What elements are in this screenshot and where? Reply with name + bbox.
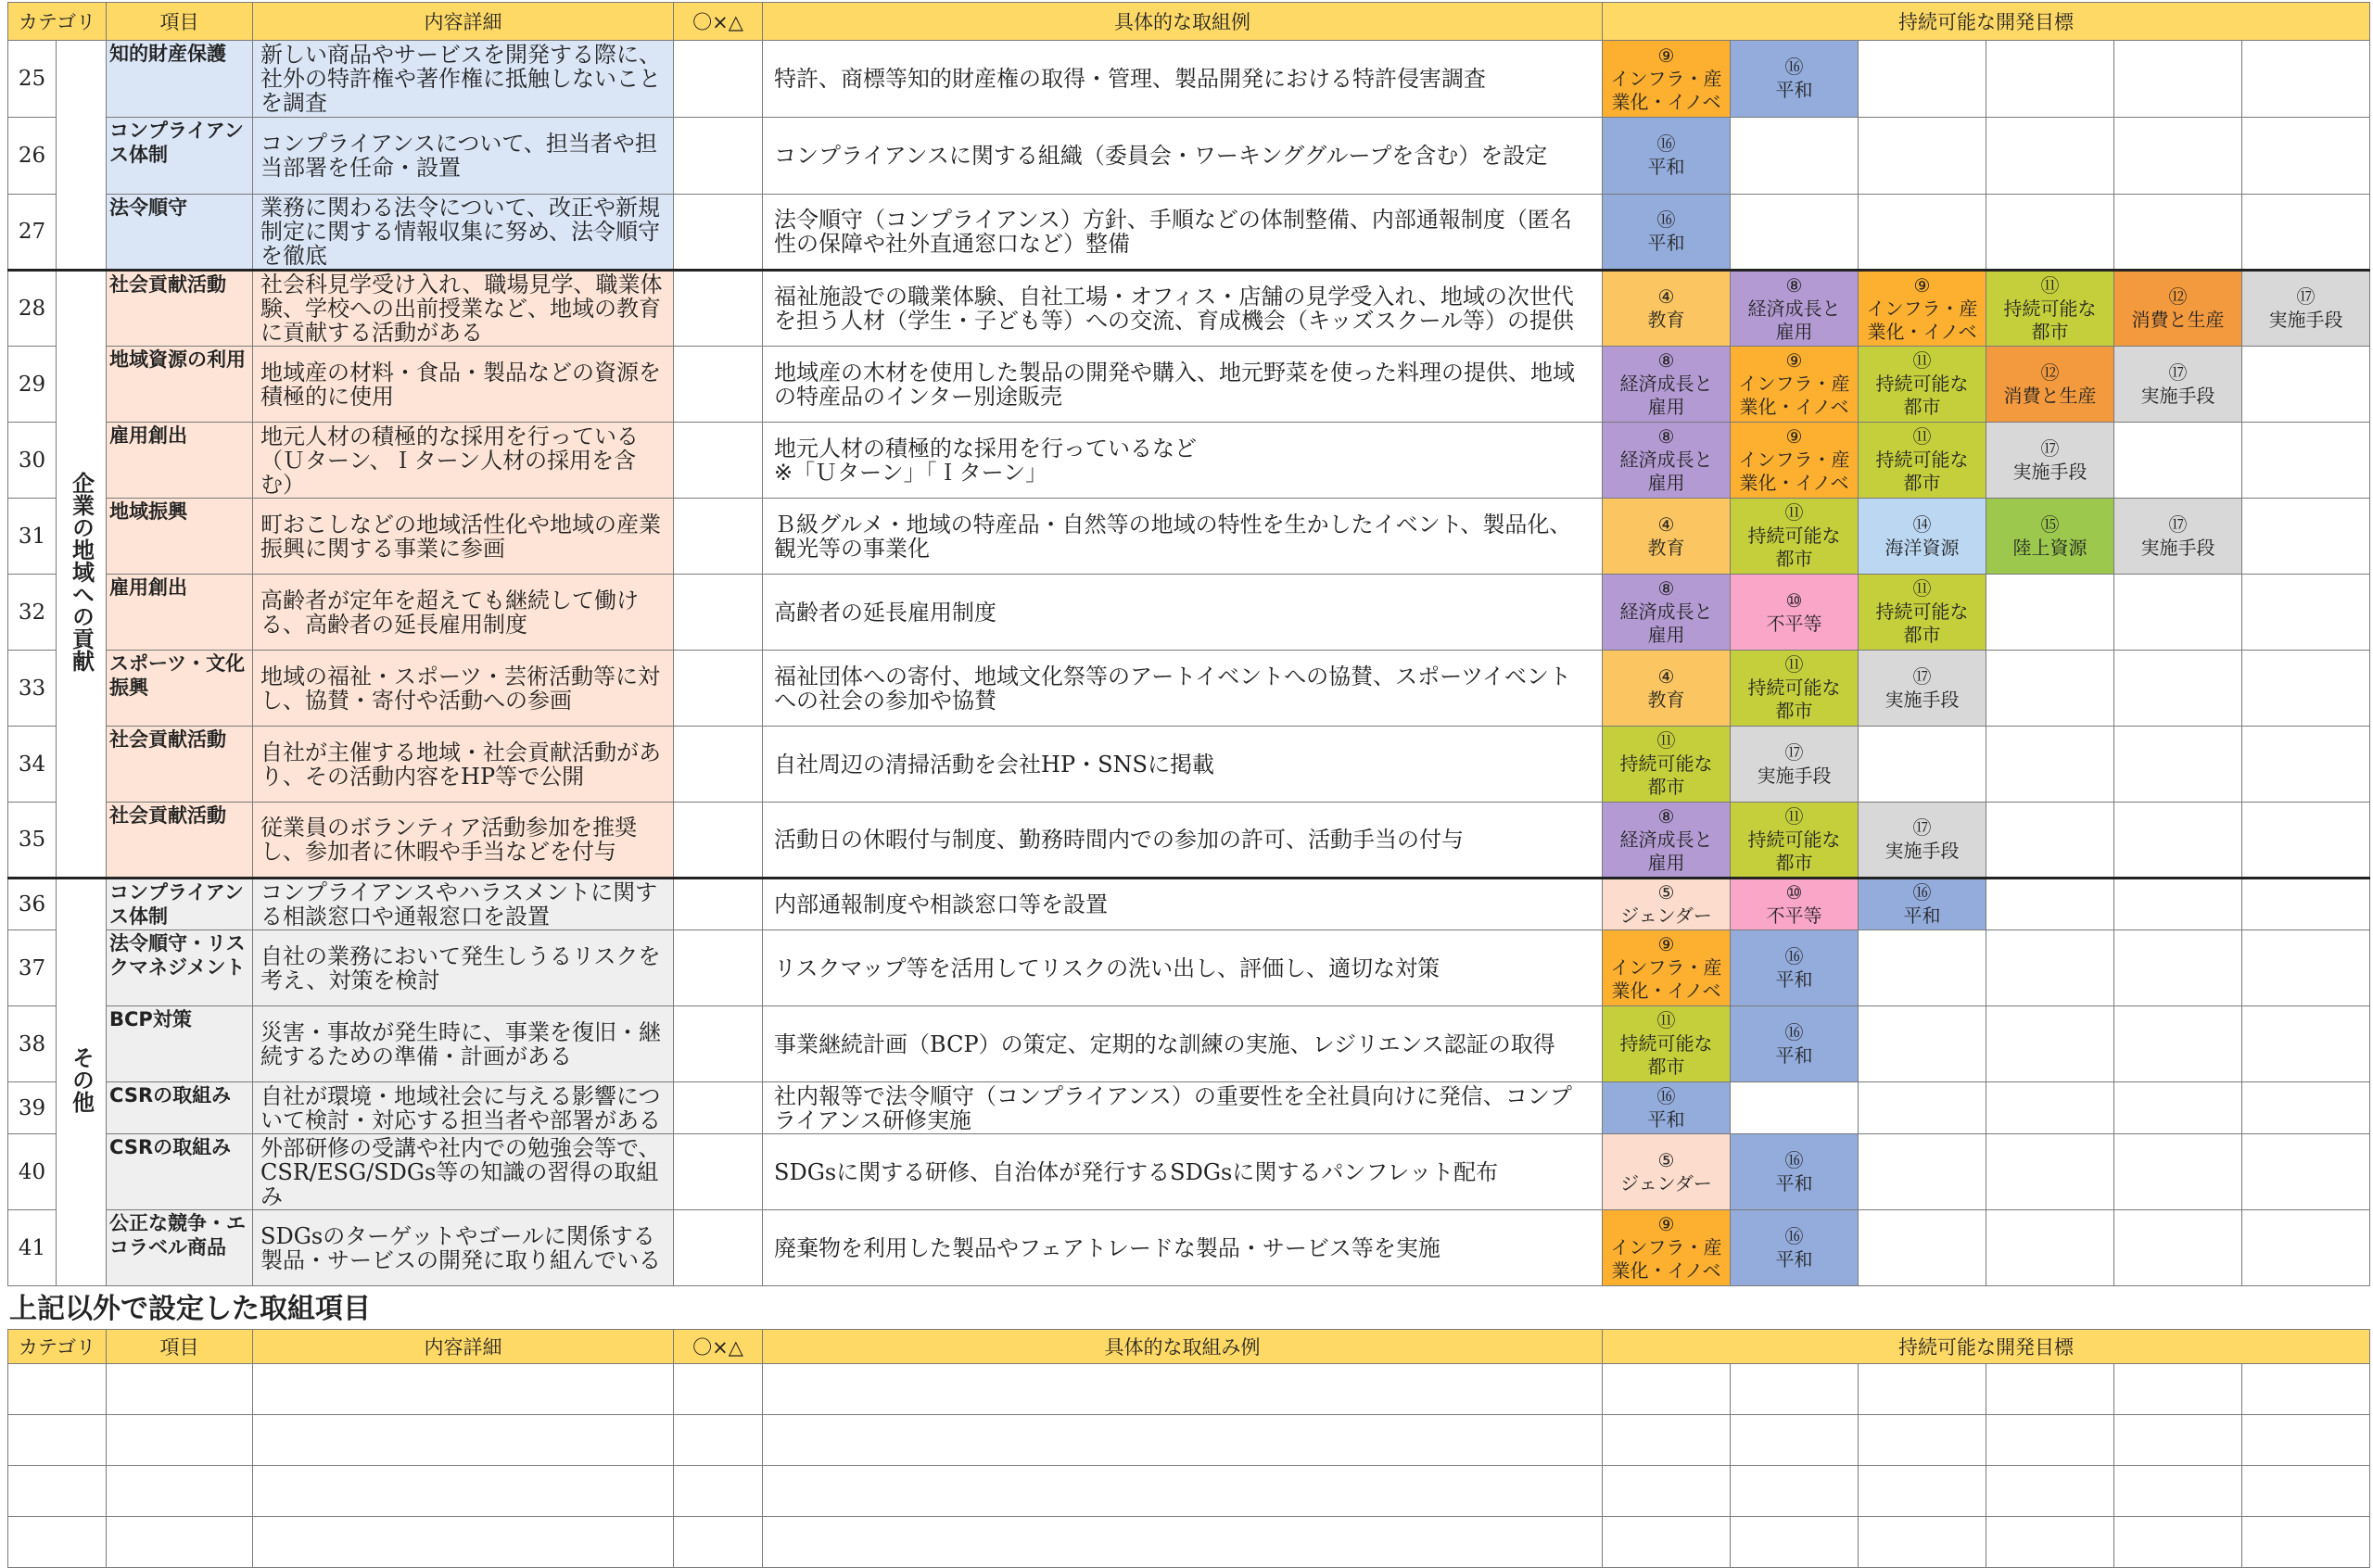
sdg-cell [2242, 803, 2370, 879]
detail-text: 地元人材の積極的な採用を行っている（Ｕターン、Ｉターン人材の採用を含む） [253, 423, 674, 499]
sdg-cell [2114, 803, 2242, 879]
mark-input-cell[interactable] [674, 803, 763, 879]
sdg-cell [2114, 575, 2242, 651]
detail-text: 新しい商品やサービスを開発する際に、社外の特許権や著作権に抵触しないことを調査 [253, 41, 674, 118]
empty-input-cell[interactable] [1731, 1466, 1859, 1517]
mark-input-cell[interactable] [674, 930, 763, 1006]
sdg-cell [2242, 1006, 2370, 1082]
sdg-goal-badge: ⑨ インフラ・産 業化・イノベ [1603, 41, 1731, 118]
empty-input-cell[interactable] [2114, 1466, 2242, 1517]
sdg-cell [1986, 930, 2114, 1006]
table-row [8, 575, 2370, 651]
sdg-goal-badge: ④ 教育 [1603, 651, 1731, 727]
example-text: 廃棄物を利用した製品やフェアトレードな製品・サービス等を実施 [763, 1210, 1603, 1286]
sdg-cell [2242, 651, 2370, 727]
mark-input-cell[interactable] [674, 41, 763, 118]
example-text: 特許、商標等知的財産権の取得・管理、製品開発における特許侵害調査 [763, 41, 1603, 118]
empty-input-cell[interactable] [253, 1364, 674, 1415]
row-number: 30 [8, 423, 57, 499]
mark-input-cell[interactable] [674, 499, 763, 575]
item-name: 雇用創出 [107, 423, 253, 499]
sdg-cell [2114, 118, 2242, 195]
sdg-goal-badge: ④ 教育 [1603, 271, 1731, 347]
detail-text: 従業員のボランティア活動参加を推奨し、参加者に休暇や手当などを付与 [253, 803, 674, 879]
item-name: 知的財産保護 [107, 41, 253, 118]
table-row [8, 195, 2370, 271]
empty-input-cell[interactable] [2114, 1364, 2242, 1415]
table-row [8, 1210, 2370, 1286]
mark-input-cell[interactable] [674, 347, 763, 423]
example-text: 社内報等で法令順守（コンプライアンス）の重要性を全社員向けに発信、コンプライアンス研修実施 [763, 1082, 1603, 1134]
item-name: 地域資源の利用 [107, 347, 253, 423]
sdg-goal-badge: ⑪ 持続可能な 都市 [1859, 575, 1986, 651]
detail-text: 町おこしなどの地域活性化や地域の産業振興に関する事業に参画 [253, 499, 674, 575]
sdg-cell [2114, 651, 2242, 727]
item-name: 地域振興 [107, 499, 253, 575]
empty-input-cell[interactable] [1859, 1364, 1986, 1415]
category-cell-other [57, 879, 107, 1286]
sdg-cell [1986, 118, 2114, 195]
mark-input-cell[interactable] [674, 879, 763, 930]
row-number: 31 [8, 499, 57, 575]
extra-table [7, 1329, 2370, 1568]
sdg-goal-badge: ⑪ 持続可能な 都市 [1731, 499, 1859, 575]
sdg-cell [2242, 347, 2370, 423]
empty-input-cell[interactable] [1859, 1466, 1986, 1517]
empty-input-cell[interactable] [1859, 1415, 1986, 1466]
sdg-cell [1859, 930, 1986, 1006]
sdg-cell [2242, 423, 2370, 499]
detail-text: 自社が環境・地域社会に与える影響について検討・対応する担当者や部署がある [253, 1082, 674, 1134]
sdg-goal-badge: ⑯ 平和 [1731, 1006, 1859, 1082]
empty-input-cell[interactable] [1986, 1466, 2114, 1517]
sdg-cell [1731, 195, 1859, 271]
example-text: 地元人材の積極的な採用を行っているなど ※「Ｕターン」「Ｉターン」 [763, 423, 1603, 499]
table-row [8, 1082, 2370, 1134]
empty-input-cell[interactable] [2242, 1466, 2370, 1517]
row-number: 35 [8, 803, 57, 879]
detail-text: 災害・事故が発生時に、事業を復旧・継続するための準備・計画がある [253, 1006, 674, 1082]
sdg-goal-badge: ⑨ インフラ・産 業化・イノベ [1731, 423, 1859, 499]
row-number: 34 [8, 727, 57, 803]
mark-input-cell[interactable] [674, 195, 763, 271]
sdg-goal-badge: ⑯ 平和 [1859, 879, 1986, 930]
sdg-cell [1859, 41, 1986, 118]
sdg-cell [1731, 118, 1859, 195]
sdg-cell [2242, 499, 2370, 575]
table-row [8, 1134, 2370, 1210]
empty-input-cell[interactable] [107, 1415, 253, 1466]
table-row [8, 930, 2370, 1006]
example-text: 事業継続計画（BCP）の策定、定期的な訓練の実施、レジリエンス認証の取得 [763, 1006, 1603, 1082]
example-text: 法令順守（コンプライアンス）方針、手順などの体制整備、内部通報制度（匿名性の保障や社外直通窓口など）整備 [763, 195, 1603, 271]
empty-row [8, 1517, 2370, 1568]
empty-input-cell[interactable] [1986, 1415, 2114, 1466]
sdg-cell [2114, 879, 2242, 930]
row-number: 28 [8, 271, 57, 347]
sdg-cell [1986, 1134, 2114, 1210]
empty-input-cell[interactable] [253, 1517, 674, 1568]
empty-input-cell[interactable] [253, 1466, 674, 1517]
sdg-goal-badge: ⑧ 経済成長と 雇用 [1603, 423, 1731, 499]
sdg-goal-badge: ⑨ インフラ・産 業化・イノベ [1603, 930, 1731, 1006]
sdg-goal-badge: ⑯ 平和 [1731, 1134, 1859, 1210]
mark-input-cell[interactable] [674, 1210, 763, 1286]
sdg-goal-badge: ⑪ 持続可能な 都市 [1603, 727, 1731, 803]
extra-header-row [8, 1330, 2370, 1364]
sdg-goal-badge: ⑯ 平和 [1731, 1210, 1859, 1286]
example-text: コンプライアンスに関する組織（委員会・ワーキンググループを含む）を設定 [763, 118, 1603, 195]
sdg-goal-badge: ⑨ インフラ・産 業化・イノベ [1603, 1210, 1731, 1286]
empty-input-cell[interactable] [8, 1364, 107, 1415]
table-row [8, 271, 2370, 347]
main-table [7, 2, 2370, 1286]
sdg-goal-badge: ④ 教育 [1603, 499, 1731, 575]
header-row [8, 3, 2370, 41]
empty-input-cell[interactable] [1731, 1364, 1859, 1415]
table-row [8, 803, 2370, 879]
mark-input-cell[interactable] [674, 1006, 763, 1082]
sdg-cell [2242, 195, 2370, 271]
sdg-goal-badge: ⑪ 持続可能な 都市 [1603, 1006, 1731, 1082]
detail-text: 自社が主催する地域・社会貢献活動があり、その活動内容をHP等で公開 [253, 727, 674, 803]
sdg-goal-badge: ⑨ インフラ・産 業化・イノベ [1859, 271, 1986, 347]
detail-text: 業務に関わる法令について、改正や新規制定に関する情報収集に努め、法令順守を徹底 [253, 195, 674, 271]
sdg-cell [1986, 879, 2114, 930]
mark-input-cell[interactable] [674, 271, 763, 347]
sdg-goal-badge: ⑧ 経済成長と 雇用 [1731, 271, 1859, 347]
mark-input-cell[interactable] [674, 1134, 763, 1210]
sdg-cell [1731, 1082, 1859, 1134]
example-text: 活動日の休暇付与制度、勤務時間内での参加の許可、活動手当の付与 [763, 803, 1603, 879]
row-number: 32 [8, 575, 57, 651]
sdg-goal-badge: ⑤ ジェンダー [1603, 879, 1731, 930]
mark-input-cell[interactable] [674, 118, 763, 195]
extra-header-detail: 内容詳細 [253, 1330, 674, 1364]
sdg-goal-badge: ⑪ 持続可能な 都市 [1986, 271, 2114, 347]
row-number: 41 [8, 1210, 57, 1286]
row-number: 29 [8, 347, 57, 423]
detail-text: SDGsのターゲットやゴールに関係する製品・サービスの開発に取り組んでいる [253, 1210, 674, 1286]
item-name: 社会貢献活動 [107, 727, 253, 803]
empty-input-cell[interactable] [1859, 1517, 1986, 1568]
sdg-goal-badge: ⑩ 不平等 [1731, 879, 1859, 930]
row-number: 37 [8, 930, 57, 1006]
example-text: 福祉団体への寄付、地域文化祭等のアートイベントへの協賛、スポーツイベントへの社会の参加や協賛 [763, 651, 1603, 727]
sdg-cell [2242, 118, 2370, 195]
empty-input-cell[interactable] [253, 1415, 674, 1466]
extra-header-sdgs: 持続可能な開発目標 [1603, 1330, 2370, 1364]
sdg-cell [2114, 1134, 2242, 1210]
category-label: 企業の地域への貢献 [68, 471, 95, 672]
detail-text: 自社の業務において発生しうるリスクを考え、対策を検討 [253, 930, 674, 1006]
empty-input-cell[interactable] [2242, 1415, 2370, 1466]
sdg-goal-badge: ⑯ 平和 [1731, 41, 1859, 118]
empty-input-cell[interactable] [674, 1517, 763, 1568]
empty-input-cell[interactable] [1603, 1415, 1731, 1466]
sdg-cell [1986, 41, 2114, 118]
sdg-cell [1986, 1210, 2114, 1286]
sdg-goal-badge: ⑯ 平和 [1731, 930, 1859, 1006]
item-name: 社会貢献活動 [107, 271, 253, 347]
row-number: 27 [8, 195, 57, 271]
sdg-goal-badge: ⑧ 経済成長と 雇用 [1603, 575, 1731, 651]
table-row [8, 499, 2370, 575]
empty-input-cell[interactable] [763, 1466, 1603, 1517]
table-row [8, 423, 2370, 499]
detail-text: 外部研修の受講や社内での勉強会等で、CSR/ESG/SDGs等の知識の習得の取組み [253, 1134, 674, 1210]
empty-input-cell[interactable] [1731, 1415, 1859, 1466]
empty-input-cell[interactable] [674, 1415, 763, 1466]
item-name: CSRの取組み [107, 1082, 253, 1134]
empty-input-cell[interactable] [2242, 1364, 2370, 1415]
header-example: 具体的な取組例 [763, 3, 1603, 41]
table-row [8, 1006, 2370, 1082]
sdg-cell [2114, 930, 2242, 1006]
detail-text: コンプライアンスやハラスメントに関する相談窓口や通報窓口を設置 [253, 879, 674, 930]
empty-input-cell[interactable] [763, 1364, 1603, 1415]
extra-header-category: カテゴリ [8, 1330, 107, 1364]
empty-input-cell[interactable] [1603, 1364, 1731, 1415]
sdg-goal-badge: ⑯ 平和 [1603, 118, 1731, 195]
item-name: CSRの取組み [107, 1134, 253, 1210]
sdg-cell [1986, 575, 2114, 651]
sdg-goal-badge: ⑰ 実施手段 [2114, 499, 2242, 575]
mark-input-cell[interactable] [674, 423, 763, 499]
sdg-goal-badge: ⑨ インフラ・産 業化・イノベ [1731, 347, 1859, 423]
detail-text: 高齢者が定年を超えても継続して働ける、高齢者の延長雇用制度 [253, 575, 674, 651]
sdg-cell [2242, 727, 2370, 803]
sdg-cell [2242, 575, 2370, 651]
sdg-cell [2242, 930, 2370, 1006]
empty-input-cell[interactable] [107, 1466, 253, 1517]
sdg-cell [2242, 1082, 2370, 1134]
sdg-goal-badge: ⑪ 持続可能な 都市 [1859, 347, 1986, 423]
header-detail: 内容詳細 [253, 3, 674, 41]
sdg-cell [2242, 879, 2370, 930]
row-number: 25 [8, 41, 57, 118]
sdg-cell [2114, 1210, 2242, 1286]
item-name: 雇用創出 [107, 575, 253, 651]
sdg-cell [1859, 1210, 1986, 1286]
detail-text: 地域産の材料・食品・製品などの資源を積極的に使用 [253, 347, 674, 423]
sdg-cell [2114, 1082, 2242, 1134]
row-number: 33 [8, 651, 57, 727]
sdg-cell [2114, 195, 2242, 271]
sdg-cell [1859, 1082, 1986, 1134]
empty-input-cell[interactable] [8, 1466, 107, 1517]
sdg-cell [1986, 727, 2114, 803]
empty-input-cell[interactable] [2114, 1415, 2242, 1466]
table-row [8, 651, 2370, 727]
item-name: コンプライアンス体制 [107, 879, 253, 930]
sdg-cell [1859, 727, 1986, 803]
example-text: 高齢者の延長雇用制度 [763, 575, 1603, 651]
table-row [8, 41, 2370, 118]
item-name: コンプライアンス体制 [107, 118, 253, 195]
sdg-goal-badge: ⑩ 不平等 [1731, 575, 1859, 651]
row-number: 39 [8, 1082, 57, 1134]
empty-input-cell[interactable] [1986, 1364, 2114, 1415]
sdg-cell [2114, 1006, 2242, 1082]
example-text: SDGsに関する研修、自治体が発行するSDGsに関するパンフレット配布 [763, 1134, 1603, 1210]
sdg-goal-badge: ⑪ 持続可能な 都市 [1731, 803, 1859, 879]
sdg-cell [1986, 1006, 2114, 1082]
extra-header-mark: 〇×△ [674, 1330, 763, 1364]
example-text: 自社周辺の清掃活動を会社HP・SNSに掲載 [763, 727, 1603, 803]
item-name: 公正な競争・エコラベル商品 [107, 1210, 253, 1286]
item-name: スポーツ・文化振興 [107, 651, 253, 727]
example-text: 福祉施設での職業体験、自社工場・オフィス・店舗の見学受入れ、地域の次世代を担う人材（学生・子ども等）への交流、育成機会（キッズスクール等）の提供 [763, 271, 1603, 347]
sdg-goal-badge: ⑫ 消費と生産 [1986, 347, 2114, 423]
sdg-cell [1986, 651, 2114, 727]
empty-input-cell[interactable] [8, 1517, 107, 1568]
category-cell-regional [57, 271, 107, 879]
sdg-cell [1986, 195, 2114, 271]
sdg-goal-badge: ⑪ 持続可能な 都市 [1731, 651, 1859, 727]
item-name: 社会貢献活動 [107, 803, 253, 879]
sdg-goal-badge: ⑰ 実施手段 [2114, 347, 2242, 423]
sdg-cell [2114, 423, 2242, 499]
header-category: カテゴリ [8, 3, 107, 41]
sdg-cell [1859, 118, 1986, 195]
empty-input-cell[interactable] [8, 1415, 107, 1466]
sdg-goal-badge: ⑧ 経済成長と 雇用 [1603, 803, 1731, 879]
sdg-cell [1986, 803, 2114, 879]
header-sdgs: 持続可能な開発目標 [1603, 3, 2370, 41]
sdg-goal-badge: ⑮ 陸上資源 [1986, 499, 2114, 575]
category-label: その他 [68, 1046, 95, 1113]
sdg-goal-badge: ⑰ 実施手段 [1859, 803, 1986, 879]
empty-input-cell[interactable] [1603, 1517, 1731, 1568]
empty-input-cell[interactable] [763, 1415, 1603, 1466]
sdg-goal-badge: ⑯ 平和 [1603, 1082, 1731, 1134]
example-text: リスクマップ等を活用してリスクの洗い出し、評価し、適切な対策 [763, 930, 1603, 1006]
empty-input-cell[interactable] [1731, 1517, 1859, 1568]
mark-input-cell[interactable] [674, 651, 763, 727]
empty-input-cell[interactable] [1603, 1466, 1731, 1517]
sdg-cell [1859, 1134, 1986, 1210]
empty-row [8, 1466, 2370, 1517]
sdg-cell [1859, 195, 1986, 271]
item-name: BCP対策 [107, 1006, 253, 1082]
table-row [8, 347, 2370, 423]
extra-header-example: 具体的な取組み例 [763, 1330, 1603, 1364]
empty-input-cell[interactable] [674, 1466, 763, 1517]
sdg-goal-badge: ⑪ 持続可能な 都市 [1859, 423, 1986, 499]
item-name: 法令順守 [107, 195, 253, 271]
mark-input-cell[interactable] [674, 575, 763, 651]
sdg-goal-badge: ⑰ 実施手段 [1986, 423, 2114, 499]
empty-input-cell[interactable] [2114, 1517, 2242, 1568]
row-number: 40 [8, 1134, 57, 1210]
sdg-goal-badge: ⑫ 消費と生産 [2114, 271, 2242, 347]
sdg-goal-badge: ⑰ 実施手段 [1859, 651, 1986, 727]
empty-row [8, 1415, 2370, 1466]
sdg-cell [1859, 1006, 1986, 1082]
table-row [8, 118, 2370, 195]
example-text: 地域産の木材を使用した製品の開発や購入、地元野菜を使った料理の提供、地域の特産品のインター別途販売 [763, 347, 1603, 423]
extra-section-title: 上記以外で設定した取組項目 [9, 1293, 371, 1325]
mark-input-cell[interactable] [674, 727, 763, 803]
sdg-cell [2114, 727, 2242, 803]
row-number: 38 [8, 1006, 57, 1082]
detail-text: 地域の福祉・スポーツ・芸術活動等に対し、協賛・寄付や活動への参画 [253, 651, 674, 727]
empty-input-cell[interactable] [1986, 1517, 2114, 1568]
detail-text: コンプライアンスについて、担当者や担当部署を任命・設置 [253, 118, 674, 195]
sdg-cell [2242, 41, 2370, 118]
example-text: 内部通報制度や相談窓口等を設置 [763, 879, 1603, 930]
empty-input-cell[interactable] [2242, 1517, 2370, 1568]
table-row [8, 879, 2370, 930]
item-name: 法令順守・リスクマネジメント [107, 930, 253, 1006]
sdg-cell [2242, 1134, 2370, 1210]
category-cell-top [57, 41, 107, 271]
row-number: 26 [8, 118, 57, 195]
empty-input-cell[interactable] [107, 1517, 253, 1568]
sdg-goal-badge: ⑭ 海洋資源 [1859, 499, 1986, 575]
extra-body [8, 1364, 2370, 1568]
empty-input-cell[interactable] [107, 1364, 253, 1415]
sdg-goal-badge: ⑤ ジェンダー [1603, 1134, 1731, 1210]
extra-header-item: 項目 [107, 1330, 253, 1364]
table-row [8, 727, 2370, 803]
header-mark: 〇×△ [674, 3, 763, 41]
example-text: Ｂ級グルメ・地域の特産品・自然等の地域の特性を生かしたイベント、製品化、観光等の事業化 [763, 499, 1603, 575]
empty-input-cell[interactable] [674, 1364, 763, 1415]
main-body [8, 41, 2370, 1286]
row-number: 36 [8, 879, 57, 930]
sdg-goal-badge: ⑧ 経済成長と 雇用 [1603, 347, 1731, 423]
sdg-cell [1986, 1082, 2114, 1134]
header-item: 項目 [107, 3, 253, 41]
sdg-goal-badge: ⑯ 平和 [1603, 195, 1731, 271]
sdg-goal-badge: ⑰ 実施手段 [2242, 271, 2370, 347]
mark-input-cell[interactable] [674, 1082, 763, 1134]
empty-row [8, 1364, 2370, 1415]
sdg-cell [2242, 1210, 2370, 1286]
detail-text: 社会科見学受け入れ、職場見学、職業体験、学校への出前授業など、地域の教育に貢献する活動がある [253, 271, 674, 347]
sdg-goal-badge: ⑰ 実施手段 [1731, 727, 1859, 803]
sdg-cell [2114, 41, 2242, 118]
empty-input-cell[interactable] [763, 1517, 1603, 1568]
